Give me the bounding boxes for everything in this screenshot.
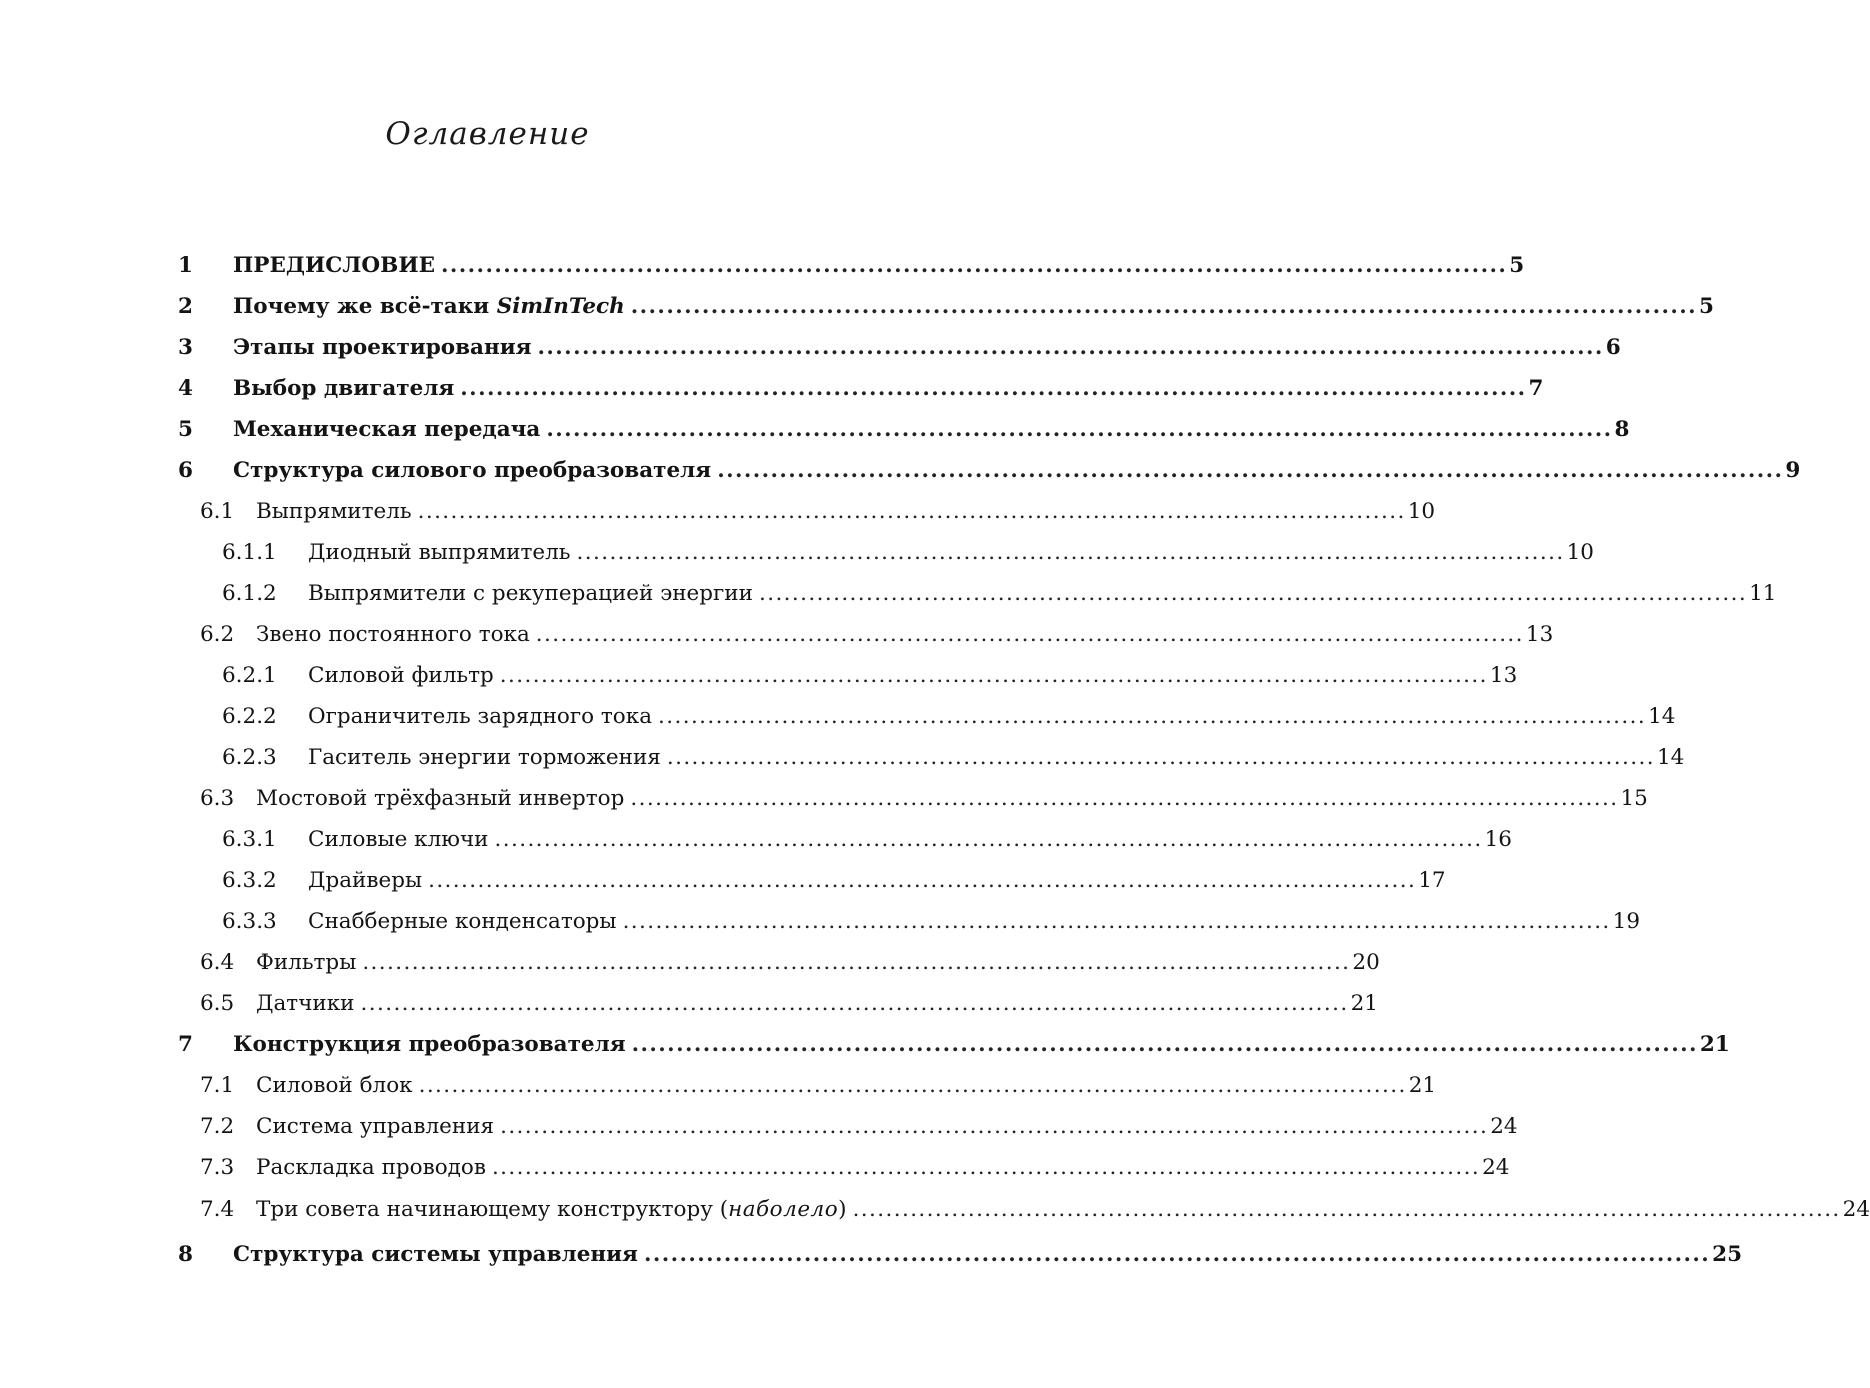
entry-number: 6.2 xyxy=(200,622,235,647)
toc-title: Оглавление xyxy=(385,116,590,152)
entry-number: 3 xyxy=(178,335,193,360)
entry-title: Силовой блок xyxy=(256,1073,413,1098)
entry-page: 9 xyxy=(1785,458,1801,483)
dot-leader: ........................................................................................................................ xyxy=(630,294,1697,319)
entry-title: Почему же всё-таки SimInTech xyxy=(233,294,625,319)
entry-title: Три совета начинающему конструктору (наболело) xyxy=(256,1197,847,1222)
entry-number: 6 xyxy=(178,458,193,483)
entry-number: 6.3.3 xyxy=(222,909,277,934)
entry-page: 11 xyxy=(1749,581,1777,606)
dot-leader: ........................................................................................................................ xyxy=(576,540,1565,565)
dot-leader: ........................................................................................................................ xyxy=(460,376,1527,401)
entry-title: Выпрямители с рекуперацией энергии xyxy=(308,581,753,606)
entry-page: 13 xyxy=(1525,622,1554,647)
entry-title: Механическая передача xyxy=(233,417,541,442)
entry-page: 13 xyxy=(1489,663,1518,688)
dot-leader: ........................................................................................................................ xyxy=(418,1073,1407,1098)
entry-number: 6.2.2 xyxy=(222,704,277,729)
entry-number: 7.3 xyxy=(200,1155,235,1180)
entry-page: 24 xyxy=(1490,1114,1518,1139)
entry-number: 6.3.2 xyxy=(222,868,277,893)
entry-page: 24 xyxy=(1842,1197,1870,1222)
entry-page: 5 xyxy=(1699,294,1714,319)
entry-title: Датчики xyxy=(256,991,355,1016)
entry-page: 8 xyxy=(1614,417,1630,442)
dot-leader: ........................................................................................................................ xyxy=(631,1032,1698,1057)
dot-leader: ........................................................................................................................ xyxy=(491,1155,1481,1180)
entry-title: ПРЕДИСЛОВИЕ xyxy=(233,253,436,278)
entry-title: Выпрямитель xyxy=(256,499,412,524)
entry-number: 6.5 xyxy=(200,991,235,1016)
entry-page: 14 xyxy=(1656,745,1685,770)
toc-entry[interactable] xyxy=(178,376,1544,414)
entry-number: 6.1.1 xyxy=(222,540,277,565)
entry-number: 7.4 xyxy=(200,1197,235,1222)
entry-title: Раскладка проводов xyxy=(256,1155,486,1180)
toc-entry[interactable] xyxy=(178,458,1801,496)
entry-title: Конструкция преобразователя xyxy=(233,1032,626,1057)
dot-leader: ........................................................................................................................ xyxy=(362,950,1351,975)
entry-number: 6.1.2 xyxy=(222,581,277,606)
toc-entry[interactable] xyxy=(178,950,1380,988)
entry-title: Диодный выпрямитель xyxy=(308,540,571,565)
entry-page: 21 xyxy=(1699,1032,1730,1057)
entry-number: 7.2 xyxy=(200,1114,235,1139)
entry-title: Структура системы управления xyxy=(233,1242,638,1267)
dot-leader: ........................................................................................................................ xyxy=(441,253,1508,278)
entry-number: 7 xyxy=(178,1032,193,1057)
dot-leader: ........................................................................................................................ xyxy=(622,909,1611,934)
handwritten-word: наболело xyxy=(728,1197,839,1222)
entry-title: Драйверы xyxy=(308,868,423,893)
toc-entry[interactable] xyxy=(178,704,1676,742)
entry-number: 6.3 xyxy=(200,786,235,811)
dot-leader: ........................................................................................................................ xyxy=(494,827,1483,852)
entry-title: Этапы проектирования xyxy=(233,335,532,360)
entry-page: 6 xyxy=(1605,335,1621,360)
toc-entry[interactable] xyxy=(178,745,1685,783)
entry-number: 1 xyxy=(178,253,193,278)
entry-title: Гаситель энергии торможения xyxy=(308,745,661,770)
entry-title: Структура силового преобразователя xyxy=(233,458,712,483)
entry-title: Фильтры xyxy=(256,950,357,975)
dot-leader: ........................................................................................................................ xyxy=(537,335,1604,360)
dot-leader: ........................................................................................................................ xyxy=(546,417,1613,442)
entry-title: Звено постоянного тока xyxy=(256,622,530,647)
dot-leader: ........................................................................................................................ xyxy=(630,786,1619,811)
entry-title-emphasis: SimInTech xyxy=(496,294,625,319)
toc-entry[interactable] xyxy=(178,786,1648,824)
dot-leader: ........................................................................................................................ xyxy=(500,1114,1489,1139)
entry-number: 6.1 xyxy=(200,499,235,524)
entry-number: 6.2.1 xyxy=(222,663,277,688)
toc-entry[interactable] xyxy=(178,294,1714,332)
entry-page: 5 xyxy=(1509,253,1525,278)
entry-page: 10 xyxy=(1566,540,1594,565)
toc-entry[interactable] xyxy=(178,1155,1510,1193)
dot-leader: ........................................................................................................................ xyxy=(666,745,1655,770)
toc-entry[interactable] xyxy=(178,1032,1730,1070)
entry-title: Силовой фильтр xyxy=(308,663,494,688)
toc-entry[interactable] xyxy=(178,417,1630,455)
dot-leader: ........................................................................................................................ xyxy=(758,581,1748,606)
entry-page: 25 xyxy=(1712,1242,1743,1267)
toc-entry[interactable] xyxy=(178,663,1518,701)
entry-title: Силовые ключи xyxy=(308,827,489,852)
dot-leader: ........................................................................................................................ xyxy=(535,622,1524,647)
entry-page: 19 xyxy=(1612,909,1641,934)
entry-page: 20 xyxy=(1352,950,1380,975)
toc-entry[interactable] xyxy=(178,335,1621,373)
entry-number: 5 xyxy=(178,417,193,442)
toc-entry[interactable] xyxy=(178,1242,1743,1280)
entry-page: 24 xyxy=(1482,1155,1510,1180)
toc-entry[interactable] xyxy=(178,622,1554,660)
entry-title: Ограничитель зарядного тока xyxy=(308,704,653,729)
dot-leader: ........................................................................................................................ xyxy=(417,499,1406,524)
entry-number: 6.3.1 xyxy=(222,827,277,852)
dot-leader: ........................................................................................................................ xyxy=(852,1197,1841,1222)
entry-number: 4 xyxy=(178,376,193,401)
entry-page: 17 xyxy=(1418,868,1446,893)
toc-entry[interactable] xyxy=(178,1197,1870,1235)
entry-number: 6.2.3 xyxy=(222,745,277,770)
dot-leader: ........................................................................................................................ xyxy=(658,704,1647,729)
toc-entry[interactable] xyxy=(178,1114,1518,1152)
entry-page: 15 xyxy=(1620,786,1648,811)
entry-number: 7.1 xyxy=(200,1073,235,1098)
toc-entry[interactable] xyxy=(178,253,1525,291)
entry-page: 14 xyxy=(1648,704,1676,729)
toc-entry[interactable] xyxy=(178,499,1436,537)
entry-title: Выбор двигателя xyxy=(233,376,455,401)
entry-title: Мостовой трёхфазный инвертор xyxy=(256,786,625,811)
dot-leader: ........................................................................................................................ xyxy=(428,868,1417,893)
dot-leader: ........................................................................................................................ xyxy=(717,458,1784,483)
toc-entry[interactable] xyxy=(178,868,1446,906)
toc-entry[interactable] xyxy=(178,991,1378,1029)
entry-title: Система управления xyxy=(256,1114,495,1139)
dot-leader: ........................................................................................................................ xyxy=(643,1242,1711,1267)
toc-entry[interactable] xyxy=(178,540,1594,578)
dot-leader: ........................................................................................................................ xyxy=(499,663,1488,688)
toc-entry[interactable] xyxy=(178,581,1777,619)
entry-page: 7 xyxy=(1528,376,1544,401)
entry-number: 2 xyxy=(178,294,193,319)
entry-number: 8 xyxy=(178,1242,193,1267)
toc-entry[interactable] xyxy=(178,827,1512,865)
entry-page: 21 xyxy=(1408,1073,1437,1098)
dot-leader: ........................................................................................................................ xyxy=(360,991,1349,1016)
entry-title: Снабберные конденсаторы xyxy=(308,909,617,934)
entry-page: 16 xyxy=(1484,827,1512,852)
entry-page: 21 xyxy=(1350,991,1378,1016)
toc-entry[interactable] xyxy=(178,1073,1437,1111)
toc-entry[interactable] xyxy=(178,909,1641,947)
entry-page: 10 xyxy=(1407,499,1436,524)
entry-number: 6.4 xyxy=(200,950,235,975)
